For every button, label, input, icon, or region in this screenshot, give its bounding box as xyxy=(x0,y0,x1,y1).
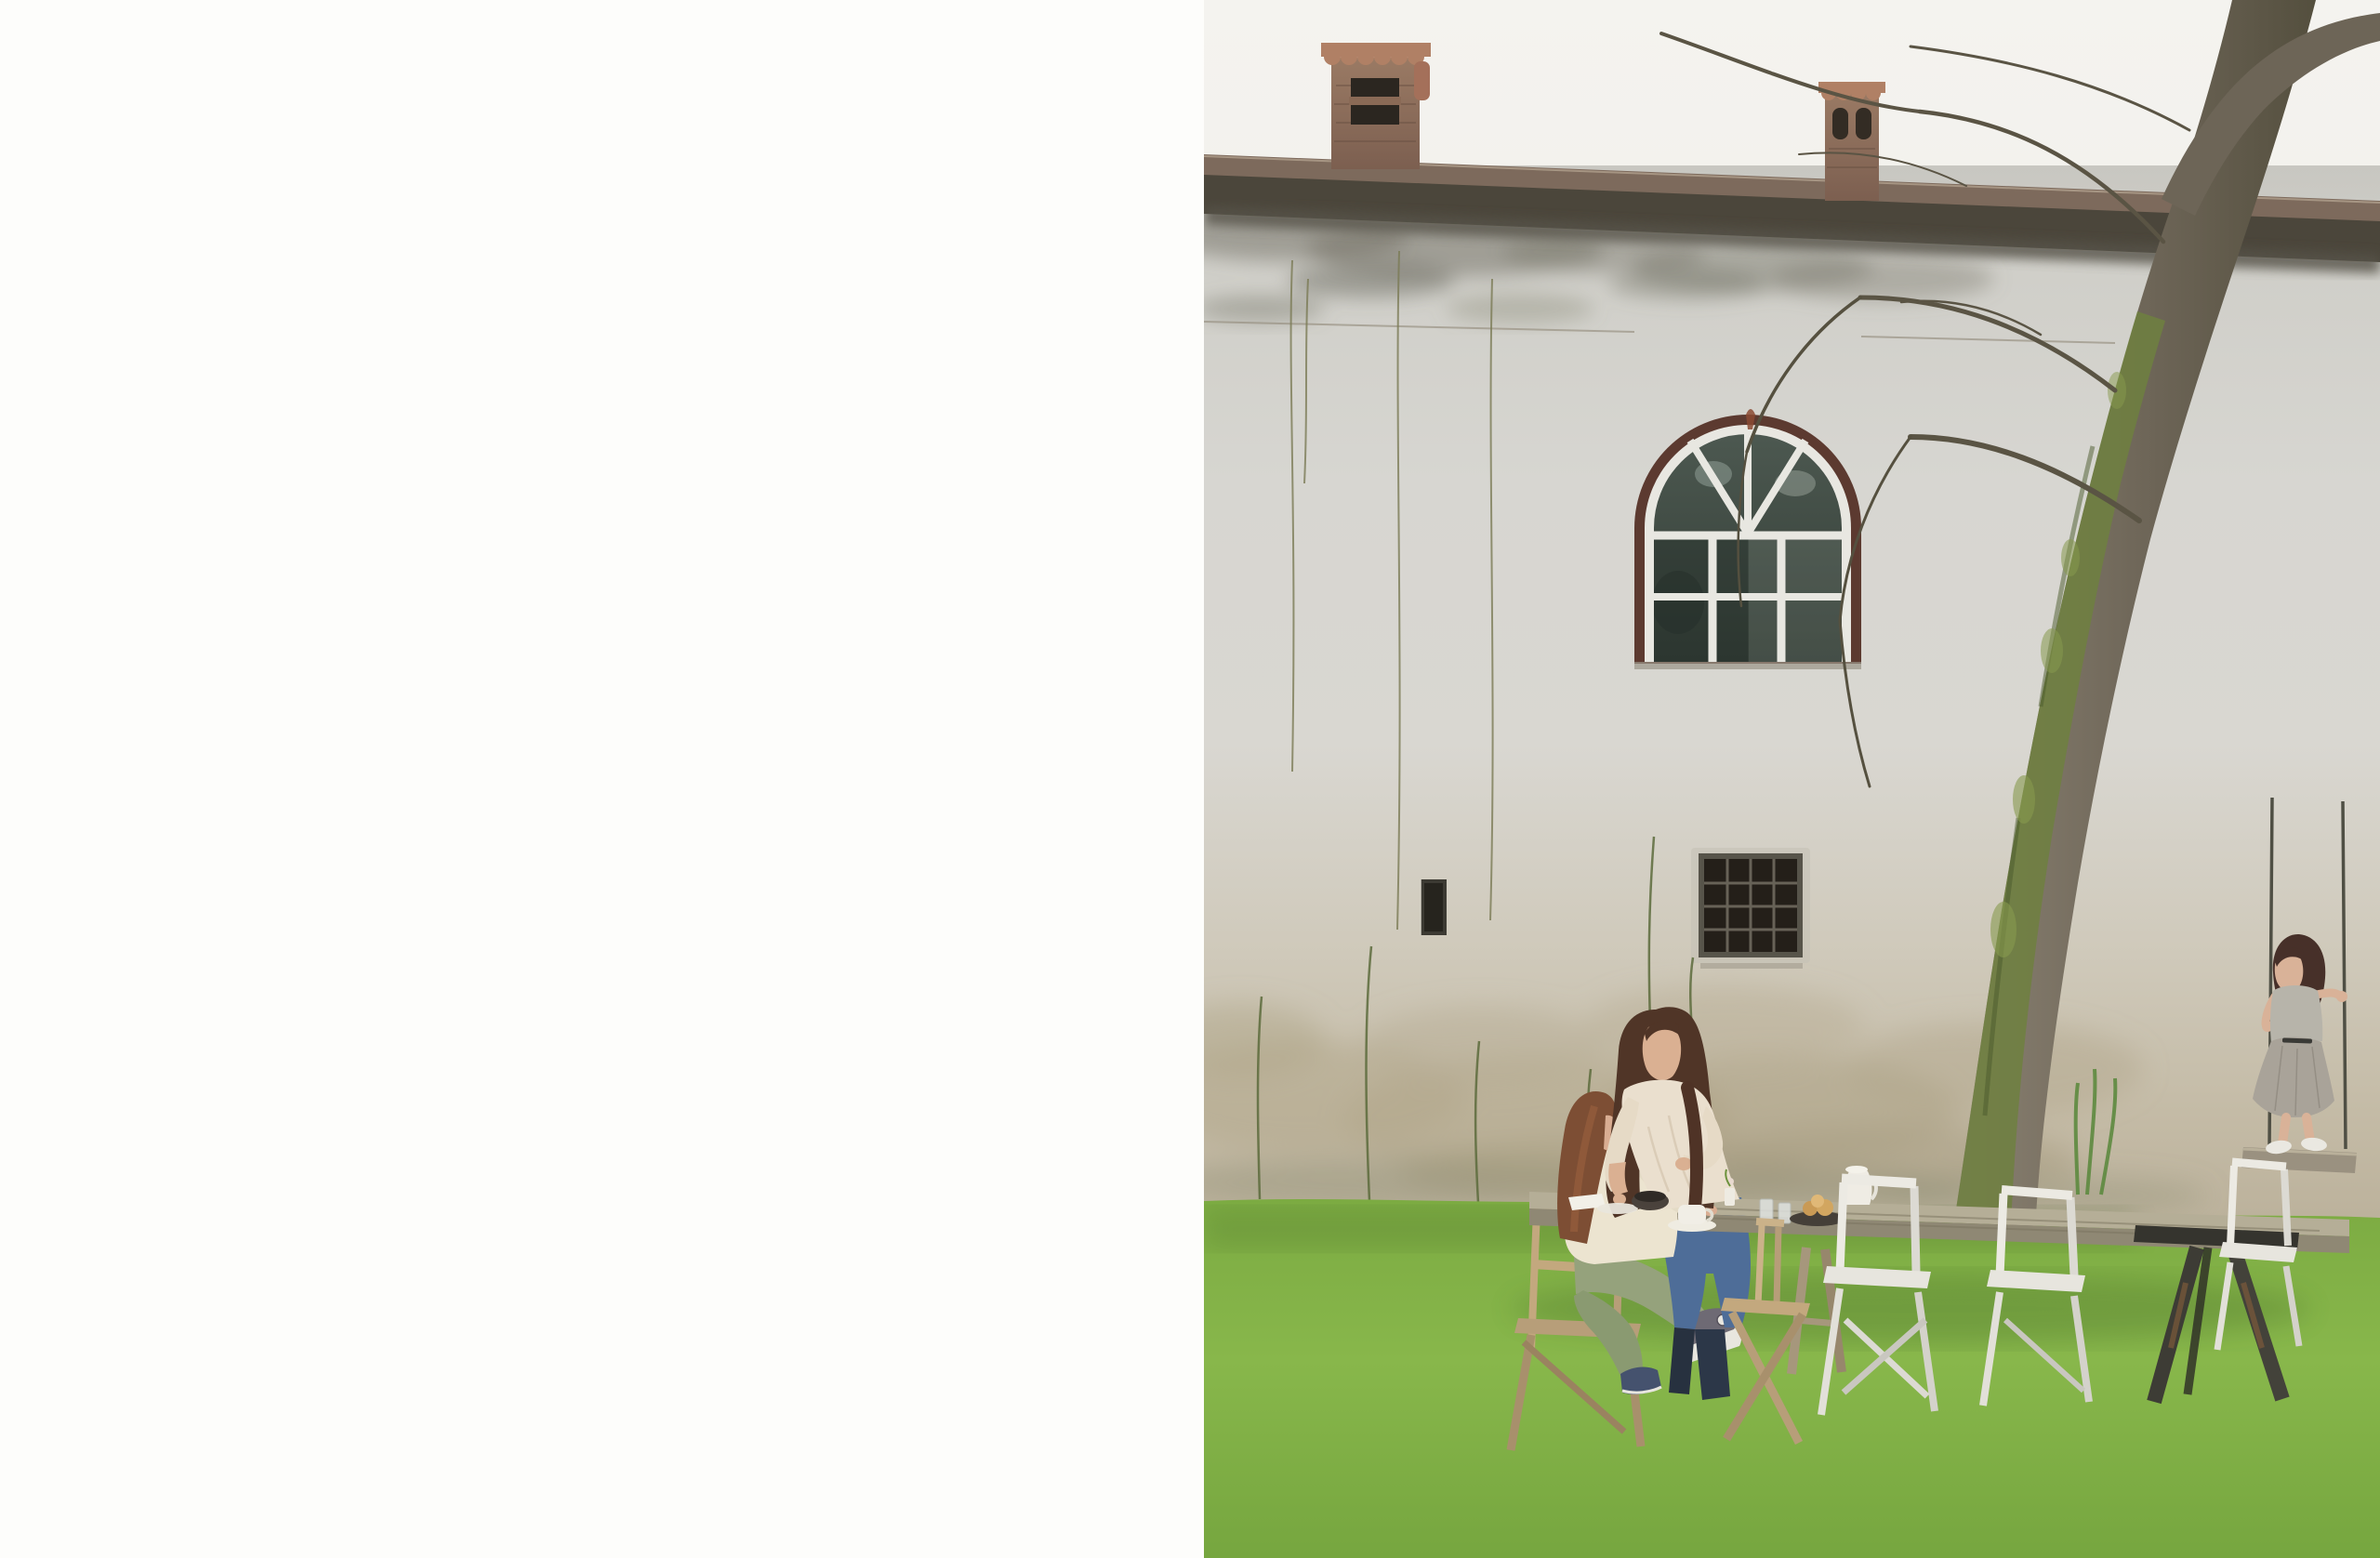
slot-window xyxy=(1421,879,1447,935)
garden-photo xyxy=(1204,0,2380,1558)
chimney-large xyxy=(1321,43,1431,169)
barred-window xyxy=(1691,848,1810,969)
